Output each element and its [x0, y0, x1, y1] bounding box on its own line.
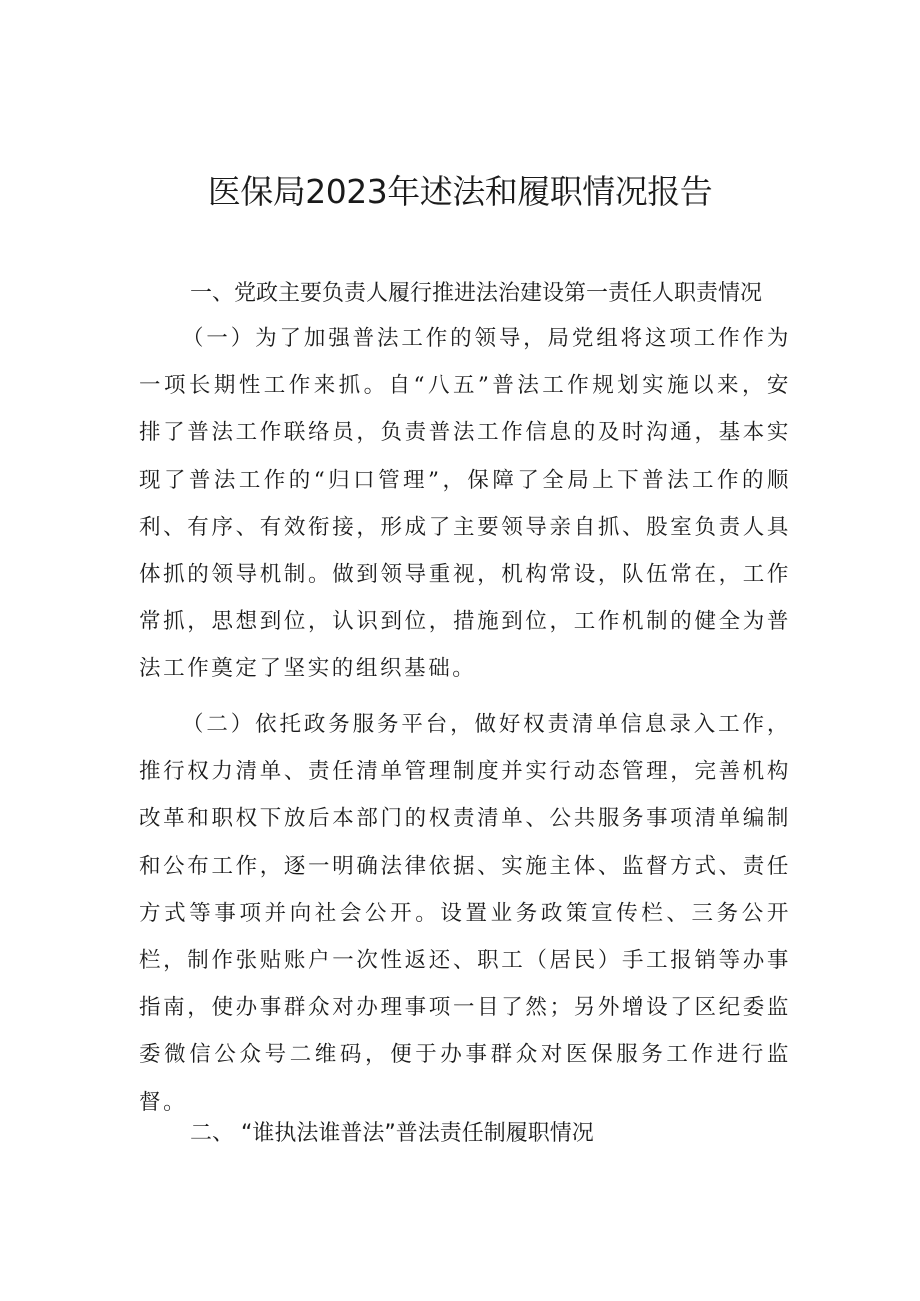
document-title: 医保局2023年述法和履职情况报告 — [207, 172, 713, 211]
section-heading-2: 二、 “谁执法谁普法”普法责任制履职情况 — [190, 1121, 594, 1146]
section-heading-1: 一、党政主要负责人履行推进法治建设第一责任人职责情况 — [190, 281, 763, 306]
paragraph-1: （一）为了加强普法工作的领导，局党组将这项工作作为一项长期性工作来抓。自“八五”普法工作规划实施以来，安排了普法工作联络员，负责普法工作信息的及时沟通，基本实现了普法工作的“归口管理”，保障了全局上下普法工作的顺利、有序、有效衔接，形成了主要领导亲自抓、股室负责人具体抓的领导机制。做到领导重视，机构常设，队伍常在，工作常抓，思想到位，认识到位，措施到位，工作机制的健全为普法工作奠定了坚实的组织基础。 — [139, 326, 791, 682]
paragraph-2: （二）依托政务服务平台，做好权责清单信息录入工作，推行权力清单、责任清单管理制度并实行动态管理，完善机构改革和职权下放后本部门的权责清单、公共服务事项清单编制和公布工作，逐一明确法律依据、实施主体、监督方式、责任方式等事项并向社会公开。设置业务政策宣传栏、三务公开栏，制作张贴账户一次性返还、职工（居民）手工报销等办事指南，使办事群众对办理事项一目了然；另外增设了区纪委监委微信公众号二维码，便于办事群众对医保服务工作进行监督。 — [139, 712, 791, 1115]
